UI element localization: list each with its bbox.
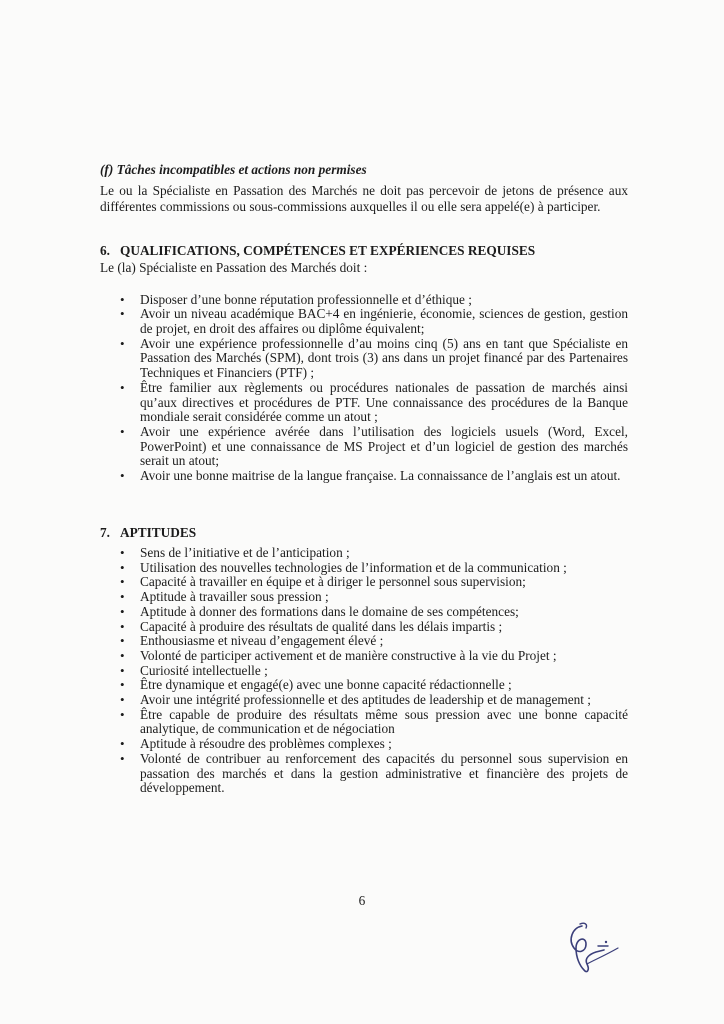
list-item: • Aptitude à résoudre des problèmes complexes ; [100,737,628,752]
list-item: • Volonté de participer activement et de manière constructive à la vie du Projet ; [100,649,628,664]
signature-dot [605,941,607,943]
section-7 [100,525,628,796]
signature-stroke [571,926,604,972]
section-f-title: (f) Tâches incompatibles et actions non permises [100,162,367,177]
list-item: • Être dynamique et engagé(e) avec une bonne capacité rédactionnelle ; [100,678,628,693]
list-item: • Sens de l’initiative et de l’anticipation ; [100,546,628,561]
section-6-number: 6. [100,243,110,258]
list-item: • Enthousiasme et niveau d’engagement élevé ; [100,634,628,649]
list-item: • Capacité à travailler en équipe et à diriger le personnel sous supervision; [100,575,628,590]
list-item: • Avoir un niveau académique BAC+4 en ingénierie, économie, sciences de gestion, gestion de projet, en droit des affaires ou diplôme équivalent; [100,307,628,336]
list-item: • Avoir une expérience avérée dans l’utilisation des logiciels usuels (Word, Excel, PowerPoint) et une connaissance de MS Project et d’un logiciel de gestion des marchés serait un atout; [100,425,628,469]
section-7-list [100,546,628,796]
section-7-title: APTITUDES [120,525,197,540]
page-number: 6 [358,893,366,908]
section-6-intro: Le (la) Spécialiste en Passation des Marchés doit : [100,260,368,275]
list-item: • Curiosité intellectuelle ; [100,664,628,679]
list-item: • Volonté de contribuer au renforcement des capacités du personnel sous supervision en passation des marchés et dans la gestion administrative et financière des projets de développement. [100,752,628,796]
list-item: • Utilisation des nouvelles technologies de l’information et de la communication ; [100,561,628,576]
list-item: • Aptitude à travailler sous pression ; [100,590,628,605]
section-6-heading [100,243,628,259]
list-item: • Avoir une intégrité professionnelle et des aptitudes de leadership et de management ; [100,693,628,708]
list-item: • Avoir une bonne maitrise de la langue française. La connaissance de l’anglais est un atout. [100,469,628,484]
list-item: • Être familier aux règlements ou procédures nationales de passation de marchés ainsi qu’aux directives et procédures de PTF. Une connaissance des procédures de la Banque mondiale serait considérée comme un atout ; [100,381,628,425]
section-6-list [100,293,628,484]
section-f-text: Le ou la Spécialiste en Passation des Marchés ne doit pas percevoir de jetons de présence aux différentes commissions ou sous-commissions auxquelles il ou elle sera appelé(e) à participer. [100,183,628,214]
handwritten-signature [560,918,630,978]
section-7-number: 7. [100,525,110,540]
section-f [100,162,628,214]
list-item: • Avoir une expérience professionnelle d’au moins cinq (5) ans en tant que Spécialiste en Passation des Marchés (SPM), dont trois (3) ans dans un projet financé par des Partenaires Techniques et Financiers (PTF) ; [100,337,628,381]
section-6 [100,243,628,484]
list-item: • Capacité à produire des résultats de qualité dans les délais impartis ; [100,620,628,635]
section-6-title: QUALIFICATIONS, COMPÉTENCES ET EXPÉRIENCES REQUISES [120,243,536,258]
list-item: • Aptitude à donner des formations dans le domaine de ses compétences; [100,605,628,620]
list-item: • Être capable de produire des résultats même sous pression avec une bonne capacité analytique, de communication et de négociation [100,708,628,737]
section-7-heading [100,525,628,541]
list-item: • Disposer d’une bonne réputation professionnelle et d’éthique ; [100,293,628,308]
